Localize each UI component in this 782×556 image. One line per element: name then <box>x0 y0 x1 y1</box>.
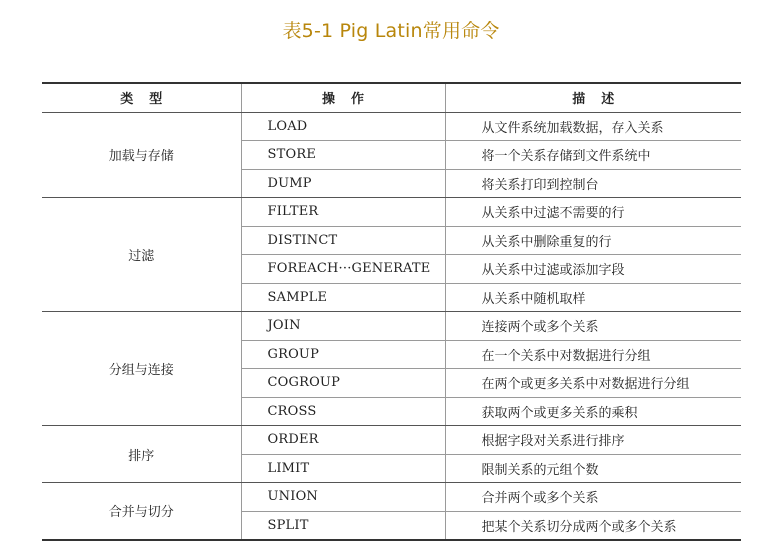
description-cell: 把某个关系切分成两个或多个关系 <box>445 511 741 540</box>
description-cell: 在一个关系中对数据进行分组 <box>445 340 741 369</box>
operation-cell: SAMPLE <box>241 283 445 312</box>
description-cell: 从文件系统加载数据，存入关系 <box>445 112 741 141</box>
table-row <box>42 112 741 141</box>
operation-cell: DUMP <box>241 169 445 198</box>
table-row <box>42 198 741 227</box>
operation-cell: GROUP <box>241 340 445 369</box>
table-row <box>42 426 741 455</box>
operation-cell: LIMIT <box>241 454 445 483</box>
description-cell: 限制关系的元组个数 <box>445 454 741 483</box>
header-type: 类型 <box>42 83 241 112</box>
table-row <box>42 312 741 341</box>
description-cell: 将一个关系存储到文件系统中 <box>445 141 741 170</box>
table-row <box>42 483 741 512</box>
description-cell: 从关系中过滤或添加字段 <box>445 255 741 284</box>
type-cell: 加载与存储 <box>42 112 241 198</box>
type-cell: 分组与连接 <box>42 312 241 426</box>
operation-cell: UNION <box>241 483 445 512</box>
pig-latin-command-table <box>42 82 741 541</box>
header-operation: 操作 <box>241 83 445 112</box>
description-cell: 从关系中随机取样 <box>445 283 741 312</box>
description-cell: 根据字段对关系进行排序 <box>445 426 741 455</box>
description-cell: 在两个或更多关系中对数据进行分组 <box>445 369 741 398</box>
operation-cell: SPLIT <box>241 511 445 540</box>
description-cell: 合并两个或多个关系 <box>445 483 741 512</box>
operation-cell: FILTER <box>241 198 445 227</box>
header-row <box>42 83 741 112</box>
type-cell: 排序 <box>42 426 241 483</box>
table-caption: 表5-1 Pig Latin常用命令 <box>282 20 500 42</box>
description-cell: 将关系打印到控制台 <box>445 169 741 198</box>
operation-cell: STORE <box>241 141 445 170</box>
operation-cell: ORDER <box>241 426 445 455</box>
operation-cell: CROSS <box>241 397 445 426</box>
header-description: 描述 <box>445 83 741 112</box>
operation-cell: DISTINCT <box>241 226 445 255</box>
description-cell: 从关系中删除重复的行 <box>445 226 741 255</box>
description-cell: 连接两个或多个关系 <box>445 312 741 341</box>
type-cell: 过滤 <box>42 198 241 312</box>
type-cell: 合并与切分 <box>42 483 241 540</box>
description-cell: 获取两个或更多关系的乘积 <box>445 397 741 426</box>
operation-cell: JOIN <box>241 312 445 341</box>
operation-cell: COGROUP <box>241 369 445 398</box>
description-cell: 从关系中过滤不需要的行 <box>445 198 741 227</box>
operation-cell: LOAD <box>241 112 445 141</box>
operation-cell: FOREACH···GENERATE <box>241 255 445 284</box>
